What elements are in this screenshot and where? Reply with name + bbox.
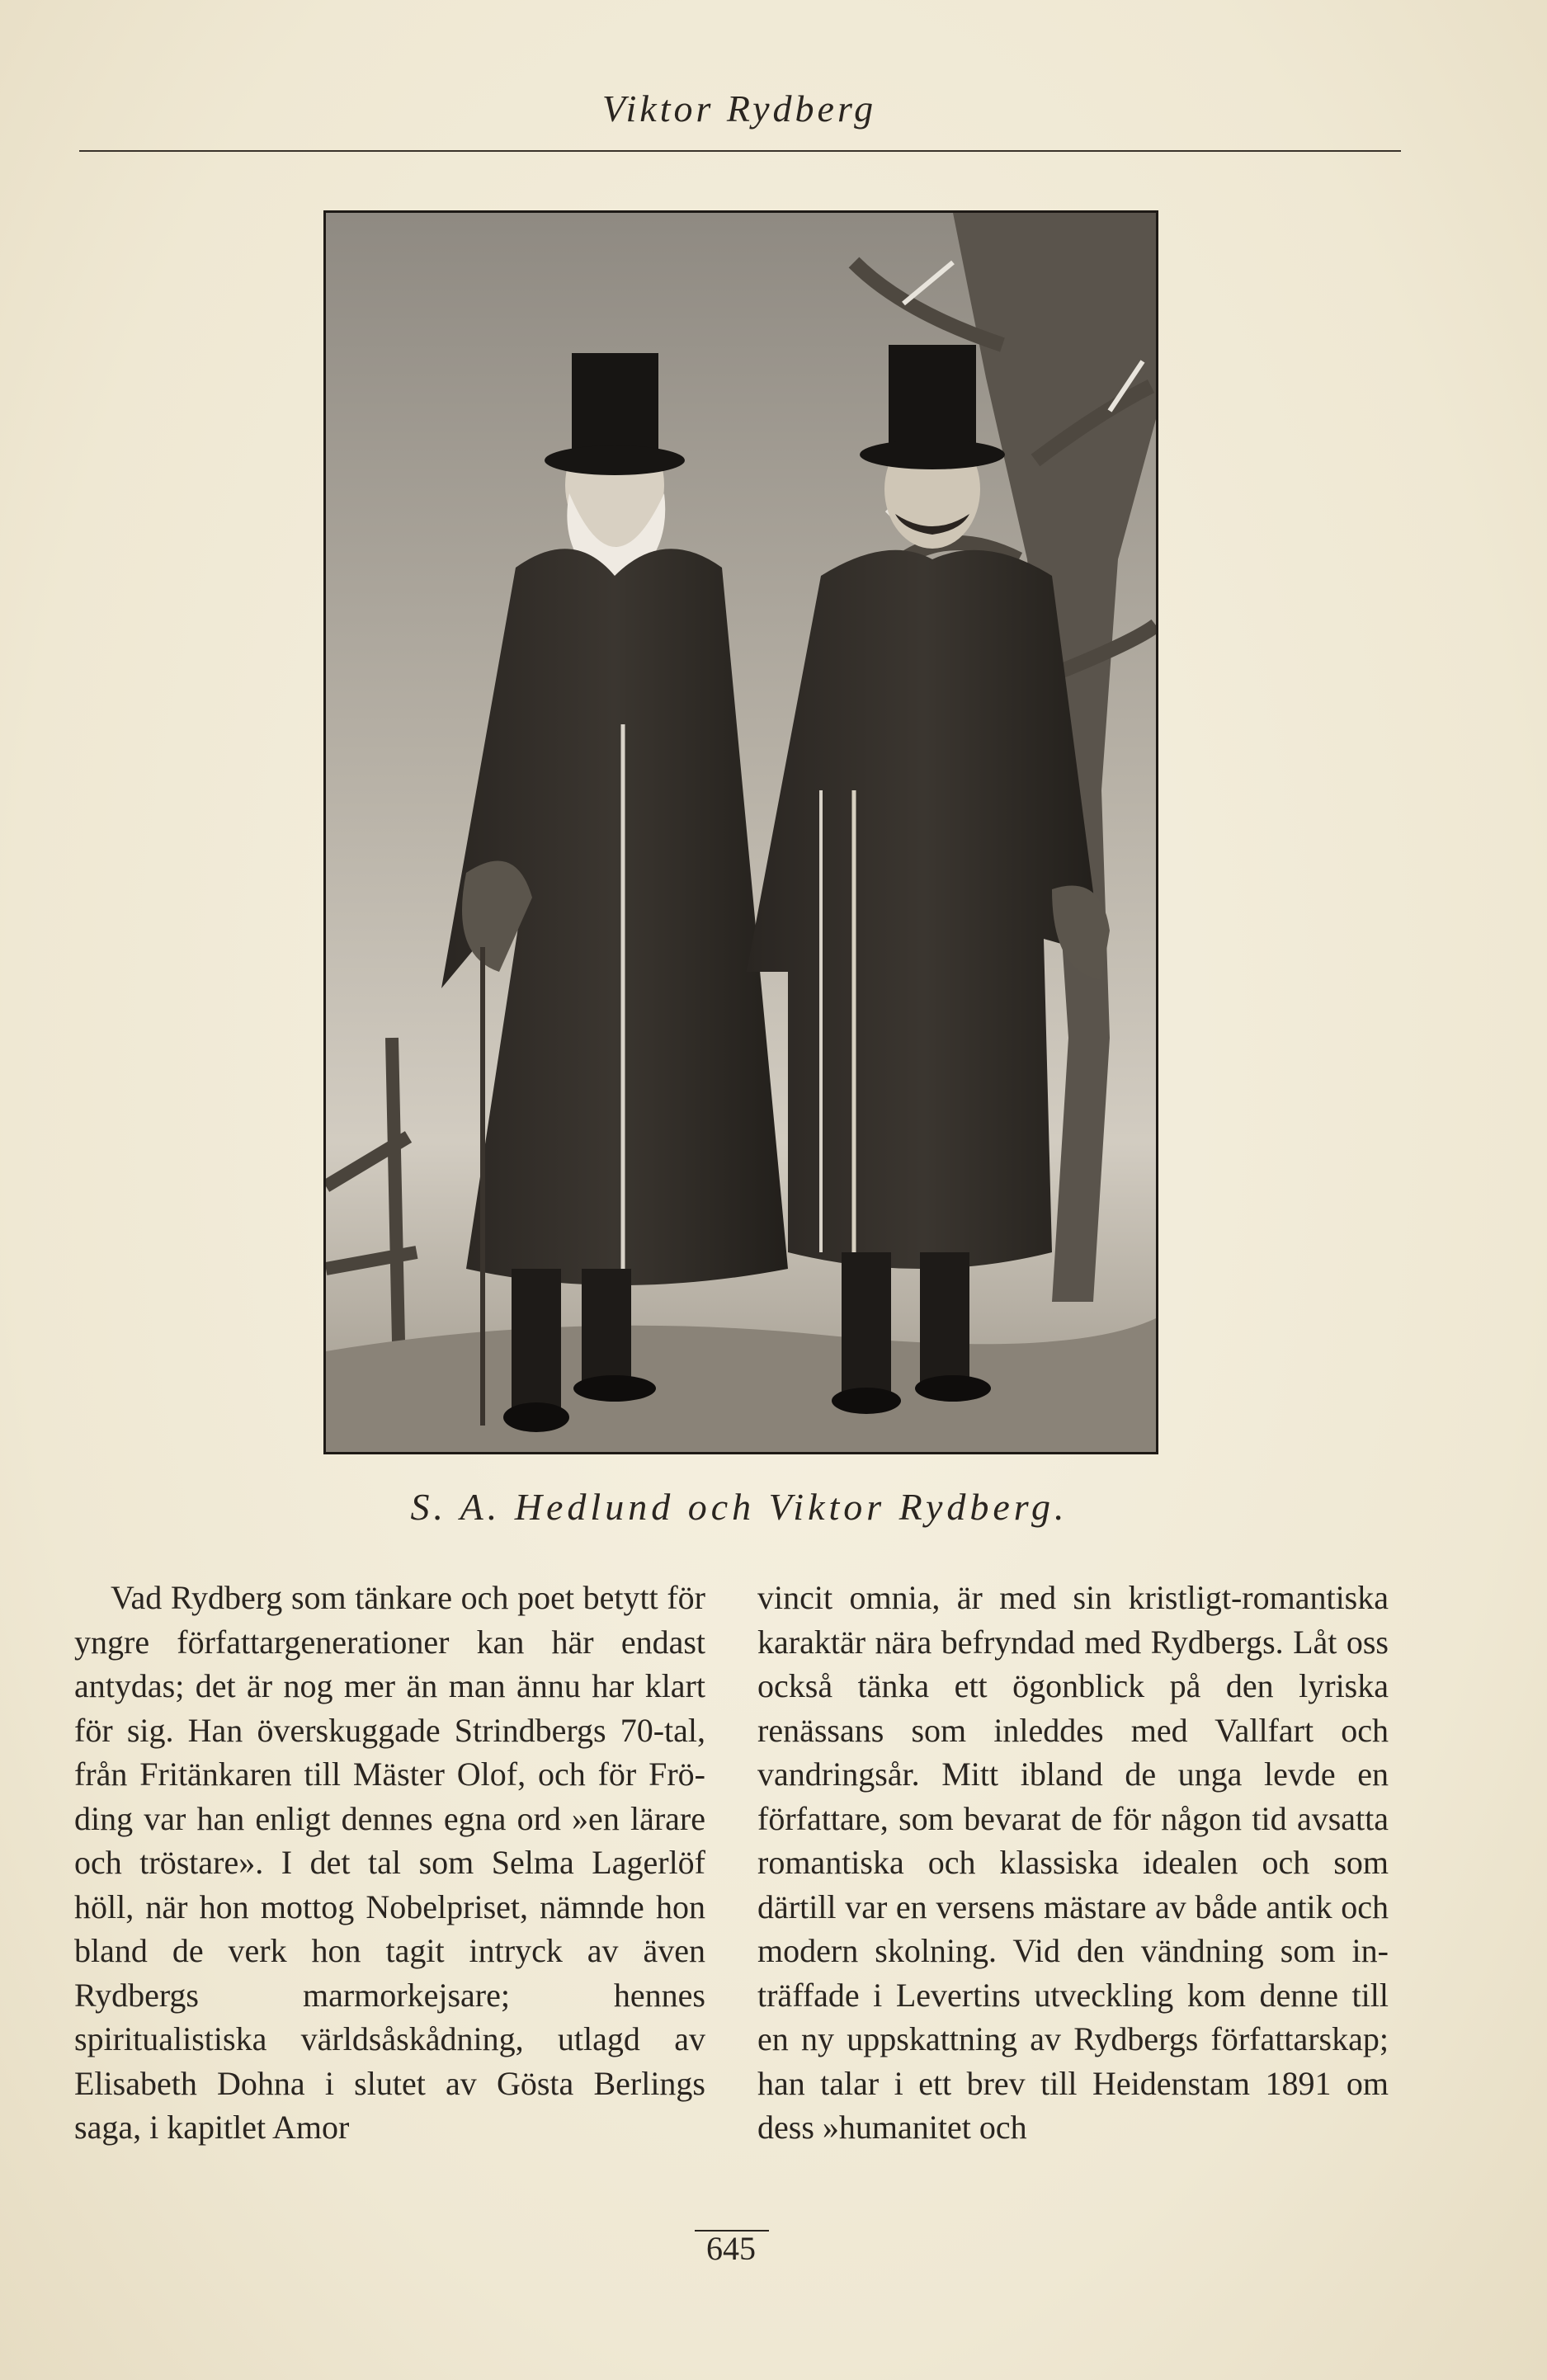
header-rule xyxy=(79,150,1401,152)
running-head: Viktor Rydberg xyxy=(601,87,877,130)
body-column-left xyxy=(74,1576,705,2150)
body-paragraph-right: vincit omnia, är med sin kristligt-romantiska karaktär nära befryndad med Rydbergs. Låt oss också tänka ett ögonblick på den lyriska renässans som inleddes med Vallfart och vandringsår. Mitt ibland de unga levde en författare, som bevarat de för någon tid avsatta romantiska och klassiska idealen och som därtill var en versens mästare av både antik och modern skolning. Vid den vändning som inträffade i Levertins utveckling kom denne till en ny uppskattning av Rydbergs författarskap; han talar i ett brev till Heidenstam 1891 om dess »humanitet och xyxy=(757,1579,1389,2146)
page-number: 645 xyxy=(706,2230,756,2267)
photo-illustration xyxy=(326,213,1156,1452)
body-paragraph-left: Vad Rydberg som tänkare och poet betytt för yngre författargenerationer kan här endast antydas; det är nog mer än man ännu har klart för sig. Han överskuggade Strindbergs 70-tal, från Fritänkaren till Mäster Olof, och för Fröding var han enligt dennes egna ord »en lärare och tröstare». I det tal som Selma Lagerlöf höll, när hon mottog Nobelpriset, nämnde hon bland de verk hon tagit intryck av även Rydbergs marmorkejsare; hennes spiritualistiska världsåskådning, utlagd av Elisabeth Dohna i slutet av Gösta Berlings saga, i kapitlet Amor xyxy=(74,1579,705,2146)
photograph xyxy=(323,210,1158,1454)
photo-caption: S. A. Hedlund och Viktor Rydberg. xyxy=(410,1486,1068,1528)
body-column-right xyxy=(757,1576,1389,2150)
